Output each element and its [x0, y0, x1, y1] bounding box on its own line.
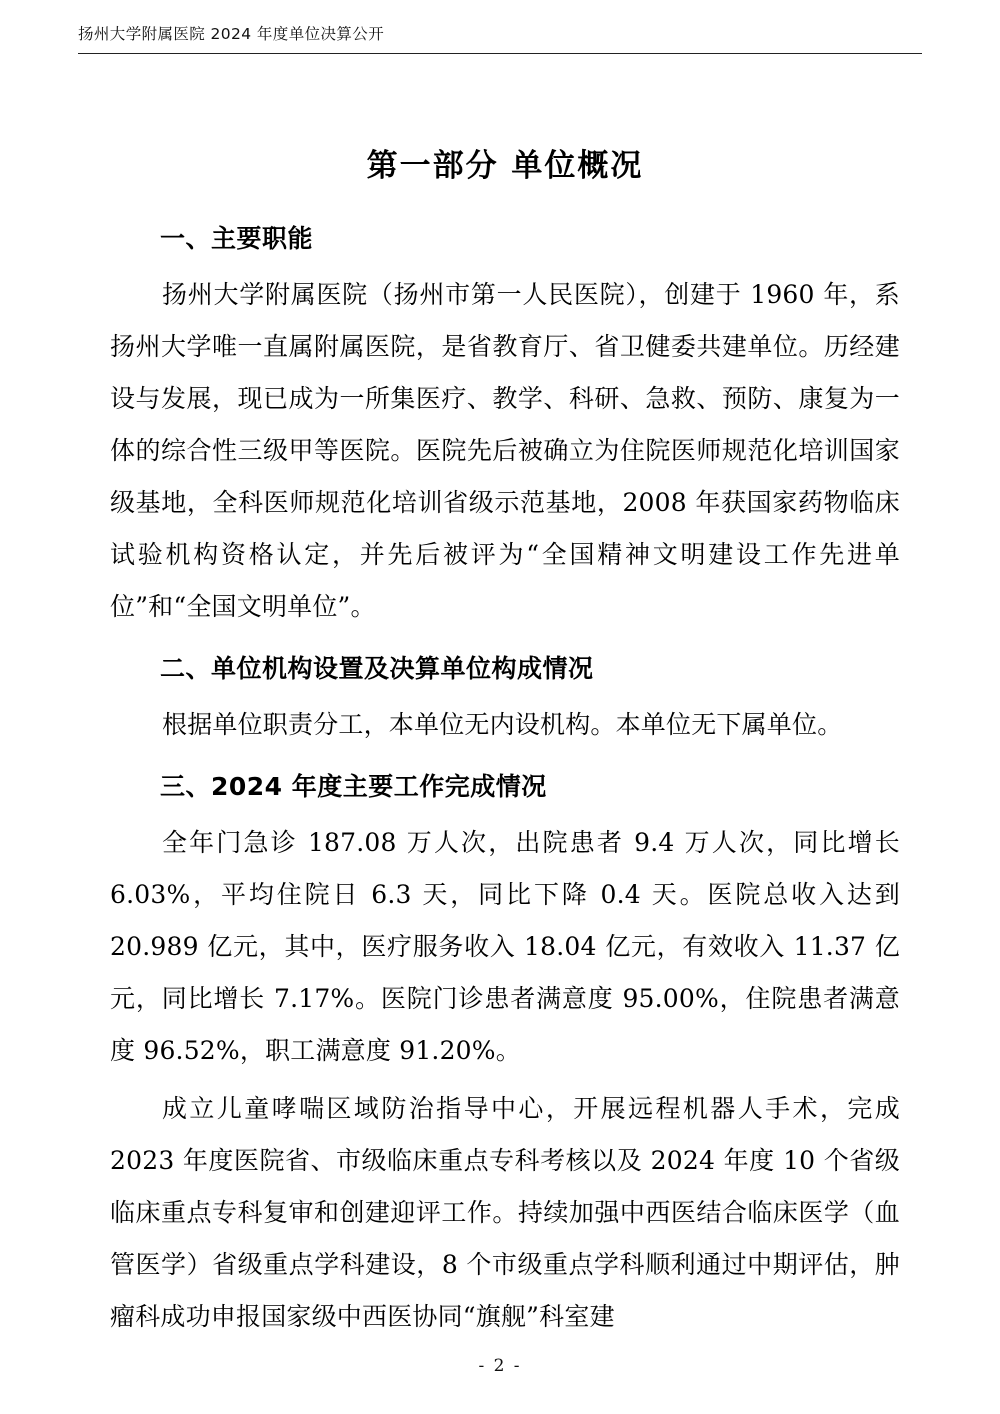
section-heading-main-functions: 一、主要职能 — [160, 224, 314, 253]
paragraph-annual-statistics: 全年门急诊 187.08 万人次，出院患者 9.4 万人次，同比增长 6.03%，平均住院日 6.3 天，同比下降 0.4 天。医院总收入达到 20.989 亿元，其中，医疗服务收入 18.04 亿元，有效收入 11.37 亿元，同比增长 7.17%。医院门诊患者满意度 95.00%，住院患者满意度 96.52%，职工满意度 91.20%。 — [110, 828, 900, 1065]
paragraph-annual-achievements: 成立儿童哮喘区域防治指导中心，开展远程机器人手术，完成 2023 年度医院省、市级临床重点专科考核以及 2024 年度 10 个省级临床重点专科复审和创建迎评工作。持续加强中西医结合临床医学（血管医学）省级重点学科建设，8 个市级重点学科顺利通过中期评估，肿瘤科成功申报国家级中西医协同“旗舰”科室建 — [110, 1094, 900, 1331]
spacer — [110, 639, 900, 649]
spacer — [110, 757, 900, 767]
running-header: 扬州大学附属医院 2024 年度单位决算公开 — [78, 22, 922, 54]
document-body — [110, 140, 900, 1349]
paragraph-org-structure: 根据单位职责分工，本单位无内设机构。本单位无下属单位。 — [162, 710, 843, 739]
paragraph-main-functions: 扬州大学附属医院（扬州市第一人民医院），创建于 1960 年，系扬州大学唯一直属附属医院，是省教育厅、省卫健委共建单位。历经建设与发展，现已成为一所集医疗、教学、科研、急救、预防、康复为一体的综合性三级甲等医院。医院先后被确立为住院医师规范化培训国家级基地，全科医师规范化培训省级示范基地，2008 年获国家药物临床试验机构资格认定，并先后被评为“全国精神文明建设工作先进单位”和“全国文明单位”。 — [110, 280, 900, 621]
page-title: 第一部分 单位概况 — [366, 148, 644, 184]
page-number: - 2 - — [478, 1356, 522, 1376]
section-heading-annual-work: 三、2024 年度主要工作完成情况 — [160, 772, 547, 801]
section-heading-org-structure: 二、单位机构设置及决算单位构成情况 — [160, 654, 594, 683]
